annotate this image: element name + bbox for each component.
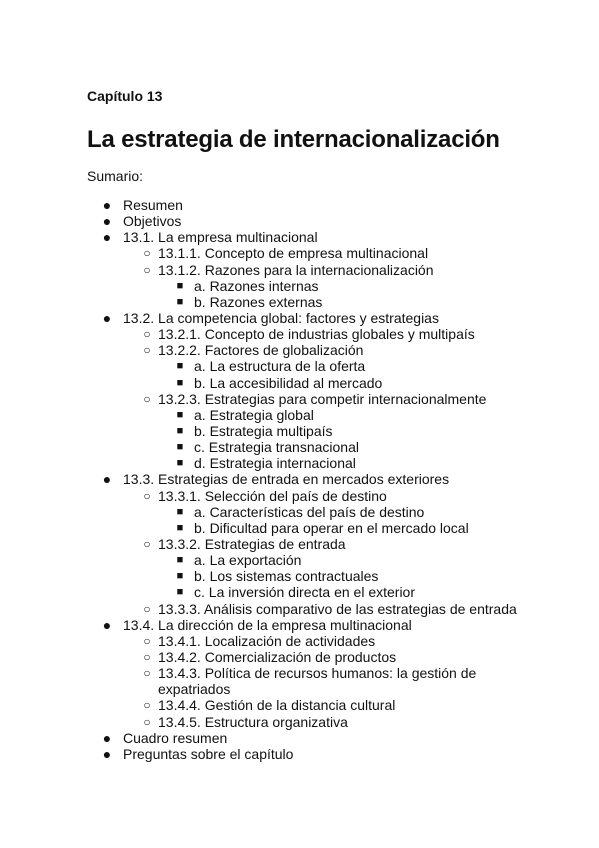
toc-item-text: 13.4.1. Localización de actividades xyxy=(158,632,376,649)
toc-item xyxy=(0,601,599,617)
toc-item-text: 13.4. La dirección de la empresa multinacional xyxy=(123,616,412,633)
bullet-square-icon: ■ xyxy=(176,424,184,437)
bullet-square-icon: ■ xyxy=(176,554,184,567)
bullet-square-icon: ■ xyxy=(176,570,184,583)
toc-item xyxy=(0,697,599,713)
bullet-circle-icon: ○ xyxy=(143,698,151,713)
toc-item-text: a. La exportación xyxy=(194,552,302,569)
toc-item xyxy=(0,375,599,391)
toc-item xyxy=(0,358,599,374)
toc-item xyxy=(0,423,599,439)
bullet-disc-icon: ● xyxy=(102,197,112,213)
toc-item xyxy=(0,617,599,633)
toc-item-text: 13.3.2. Estrategias de entrada xyxy=(158,535,346,552)
bullet-circle-icon: ○ xyxy=(143,633,151,648)
toc-item xyxy=(0,294,599,310)
toc-item xyxy=(0,584,599,600)
toc-item-text: a. Razones internas xyxy=(194,277,319,294)
toc-item xyxy=(0,262,599,278)
toc-item-text: b. Razones externas xyxy=(194,293,323,310)
toc-item xyxy=(0,536,599,552)
bullet-circle-icon: ○ xyxy=(143,246,151,261)
bullet-circle-icon: ○ xyxy=(143,262,151,277)
table-of-contents xyxy=(0,197,599,762)
toc-item xyxy=(0,504,599,520)
toc-item-text: 13.4.4. Gestión de la distancia cultural xyxy=(158,697,396,714)
bullet-disc-icon: ● xyxy=(102,729,112,746)
bullet-disc-icon: ● xyxy=(102,616,112,633)
toc-item xyxy=(0,649,599,665)
bullet-square-icon: ■ xyxy=(176,408,184,421)
bullet-circle-icon: ○ xyxy=(143,343,151,358)
bullet-disc-icon: ● xyxy=(102,309,112,326)
toc-item xyxy=(0,245,599,261)
toc-item xyxy=(0,326,599,342)
toc-item xyxy=(0,552,599,568)
toc-item-text: 13.3.3. Análisis comparativo de las estrategias de entrada xyxy=(158,600,517,617)
bullet-circle-icon: ○ xyxy=(143,488,151,503)
toc-item-text: a. La estructura de la oferta xyxy=(194,358,366,375)
toc-item-text: 13.2.3. Estrategias para competir internacionalmente xyxy=(158,390,487,407)
toc-item-text: b. Dificultad para operar en el mercado local xyxy=(194,519,469,536)
bullet-square-icon: ■ xyxy=(176,586,184,599)
toc-item xyxy=(0,665,599,697)
toc-item xyxy=(0,213,599,229)
bullet-square-icon: ■ xyxy=(176,360,184,373)
toc-item xyxy=(0,520,599,536)
toc-item xyxy=(0,391,599,407)
toc-item-text: d. Estrategia internacional xyxy=(194,455,356,472)
bullet-square-icon: ■ xyxy=(176,505,184,518)
bullet-square-icon: ■ xyxy=(176,441,184,454)
bullet-circle-icon: ○ xyxy=(143,601,151,616)
toc-item-text: 13.2. La competencia global: factores y estrategias xyxy=(123,309,439,326)
toc-item-text: Objetivos xyxy=(123,213,182,230)
bullet-square-icon: ■ xyxy=(176,376,184,389)
bullet-circle-icon: ○ xyxy=(143,391,151,406)
toc-item xyxy=(0,407,599,423)
toc-item xyxy=(0,488,599,504)
toc-item-text: 13.3.1. Selección del país de destino xyxy=(158,487,387,504)
toc-item xyxy=(0,471,599,487)
toc-item-text: 13.2.2. Factores de globalización xyxy=(158,342,364,359)
toc-item-text: a. Características del país de destino xyxy=(194,503,425,520)
toc-item-text: 13.4.2. Comercialización de productos xyxy=(158,648,397,665)
page-title: La estrategia de internacionalización xyxy=(87,126,500,153)
toc-item xyxy=(0,278,599,294)
bullet-circle-icon: ○ xyxy=(143,649,151,664)
toc-item xyxy=(0,342,599,358)
toc-item-text: 13.1. La empresa multinacional xyxy=(123,229,318,246)
chapter-label: Capítulo 13 xyxy=(87,88,163,104)
bullet-circle-icon: ○ xyxy=(143,327,151,342)
bullet-disc-icon: ● xyxy=(102,745,112,762)
toc-item-text: Resumen xyxy=(123,197,183,213)
bullet-circle-icon: ○ xyxy=(143,536,151,551)
toc-item-text: 13.4.3. Política de recursos humanos: la gestión de expatriados xyxy=(158,665,477,698)
bullet-circle-icon: ○ xyxy=(143,666,151,681)
toc-item xyxy=(0,730,599,746)
bullet-disc-icon: ● xyxy=(102,229,112,246)
toc-item-text: 13.2.1. Concepto de industrias globales y multipaís xyxy=(158,326,475,343)
toc-item-text: 13.1.1. Concepto de empresa multinacional xyxy=(158,245,429,262)
toc-item-text: 13.4.5. Estructura organizativa xyxy=(158,713,348,730)
toc-item-text: a. Estrategia global xyxy=(194,406,314,423)
bullet-disc-icon: ● xyxy=(102,471,112,488)
toc-item xyxy=(0,746,599,762)
toc-item xyxy=(0,439,599,455)
toc-item-text: c. Estrategia transnacional xyxy=(194,439,359,456)
toc-item-text: 13.1.2. Razones para la internacionalización xyxy=(158,261,434,278)
toc-item-text: 13.3. Estrategias de entrada en mercados exteriores xyxy=(123,471,450,488)
toc-item xyxy=(0,633,599,649)
summary-label: Sumario: xyxy=(87,168,144,184)
toc-item xyxy=(0,197,599,213)
bullet-square-icon: ■ xyxy=(176,521,184,534)
bullet-circle-icon: ○ xyxy=(143,714,151,729)
toc-item xyxy=(0,714,599,730)
toc-item xyxy=(0,455,599,471)
toc-item xyxy=(0,568,599,584)
toc-item-text: Cuadro resumen xyxy=(123,729,228,746)
bullet-disc-icon: ● xyxy=(102,213,112,230)
toc-item xyxy=(0,229,599,245)
bullet-square-icon: ■ xyxy=(176,279,184,292)
toc-item xyxy=(0,310,599,326)
bullet-square-icon: ■ xyxy=(176,295,184,308)
toc-item-text: c. La inversión directa en el exterior xyxy=(194,584,415,601)
toc-item-text: b. La accesibilidad al mercado xyxy=(194,374,383,391)
bullet-square-icon: ■ xyxy=(176,457,184,470)
toc-item-text: b. Los sistemas contractuales xyxy=(194,568,379,585)
toc-item-text: Preguntas sobre el capítulo xyxy=(123,745,294,762)
toc-item-text: b. Estrategia multipaís xyxy=(194,422,333,439)
